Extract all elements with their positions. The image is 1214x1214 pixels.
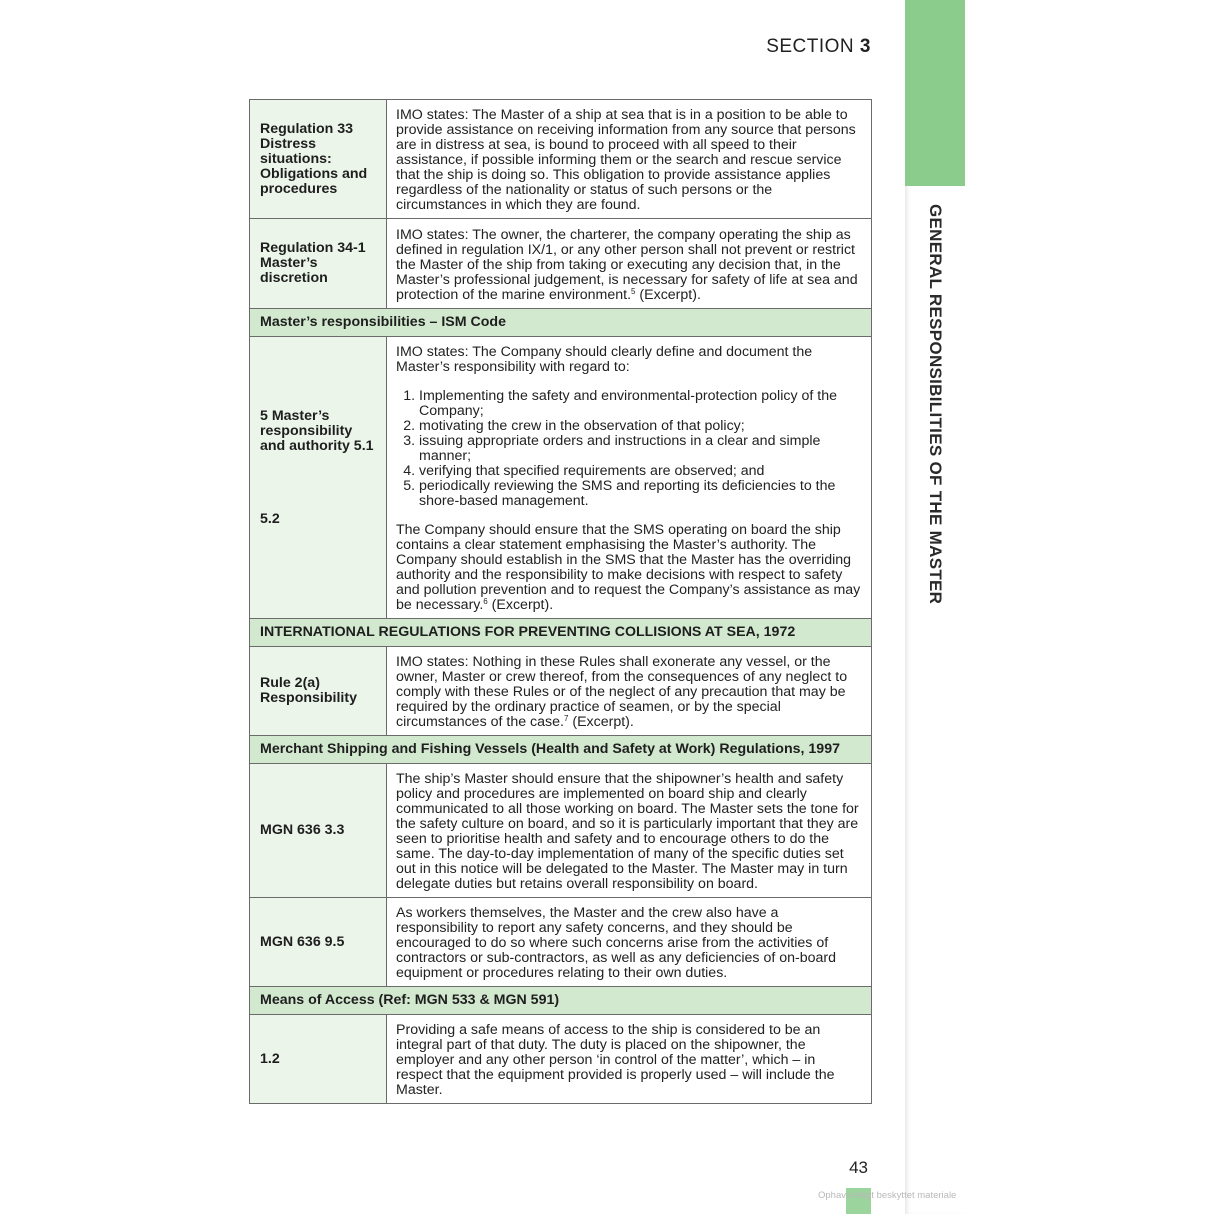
row-label: MGN 636 9.5 xyxy=(250,898,387,987)
ism-5-2-text: The Company should ensure that the SMS operating on board the ship contains a clear statement emphasising the Master’s authority. The Company should establish in the SMS that the Master has the overriding authority and the responsibility to make decisions with respect to safety and pollution prevention and to request the Company’s assistance as may be necessary.$^6$ (Excerpt). xyxy=(396,522,861,613)
row-text: IMO states: The owner, the charterer, the company operating the ship as defined in regulation IX/1, or any other person shall not prevent or restrict the Master of the ship from taking or executing any decision that, in the Master’s professional judgement, is necessary for safety of life at sea and protection of the marine environment.$^5$ (Excerpt). xyxy=(387,219,872,309)
section-band xyxy=(250,309,872,337)
row-text xyxy=(387,337,872,619)
band-title: INTERNATIONAL REGULATIONS FOR PREVENTING COLLISIONS AT SEA, 1972 xyxy=(250,619,872,647)
row-text: The ship’s Master should ensure that the shipowner’s health and safety policy and procedures are implemented on board ship and clearly communicated to all those working on board. The Master sets the tone for the safety culture on board, and so it is particularly important that they are seen to prioritise health and safety and to encourage others to do the same. The day-to-day implementation of many of the specific duties set out in this notice will be delegated to the Master. The Master may in turn delegate duties but retains overall responsibility on board. xyxy=(387,764,872,898)
ism-list xyxy=(396,389,863,509)
table-row xyxy=(250,1015,872,1104)
section-band xyxy=(250,736,872,764)
band-title: Merchant Shipping and Fishing Vessels (Health and Safety at Work) Regulations, 1997 xyxy=(250,736,872,764)
table-row xyxy=(250,337,872,619)
list-item: 2. motivating the crew in the observation of that policy; xyxy=(419,419,863,434)
section-number: 3 xyxy=(859,36,871,57)
row-label-secondary: 5.2 xyxy=(260,511,280,527)
row-label: Rule 2(a) Responsibility xyxy=(250,647,387,736)
row-text: As workers themselves, the Master and the crew also have a responsibility to report any safety concerns, and they should be encouraged to do so where such concerns arise from the activities of contractors or sub-contractors, as well as any deficiencies of on-board equipment or procedures relating to their own duties. xyxy=(387,898,872,987)
row-label: Regulation 34-1 Master’s discretion xyxy=(250,219,387,309)
footnote-ref[interactable]: 7 xyxy=(563,714,569,723)
table-row xyxy=(250,219,872,309)
sidebar-accent-bar xyxy=(905,0,965,186)
row-label: Regulation 33 Distress situations: Obligations and procedures xyxy=(250,100,387,219)
table-row xyxy=(250,764,872,898)
row-text: IMO states: The Master of a ship at sea that is in a position to be able to provide assistance on receiving information from any source that persons are in distress at sea, is bound to proceed with all speed to their assistance, if possible informing them or the search and rescue service that the ship is doing so. This obligation to provide assistance applies regardless of the nationality or status of such persons or the circumstances in which they are found. xyxy=(387,100,872,219)
row-label: MGN 636 3.3 xyxy=(250,764,387,898)
section-header xyxy=(700,36,871,58)
section-band xyxy=(250,619,872,647)
ism-intro: IMO states: The Company should clearly define and document the Master’s responsibility with regard to: xyxy=(396,344,813,375)
regulations-table xyxy=(249,99,872,1104)
section-band xyxy=(250,987,872,1015)
list-item: 4. verifying that specified requirements are observed; and xyxy=(419,464,863,479)
list-item: 5. periodically reviewing the SMS and reporting its deficiencies to the shore-based management. xyxy=(419,479,863,509)
row-text: IMO states: Nothing in these Rules shall exonerate any vessel, or the owner, Master or crew thereof, from the consequences of any neglect to comply with these Rules or of the neglect of any precaution that may be required by the ordinary practice of seamen, or by the special circumstances of the case.$^7$ (Excerpt). xyxy=(387,647,872,736)
row-label-primary: 5 Master’s responsibility and authority 5.1 xyxy=(260,408,374,454)
footnote-ref[interactable]: 5 xyxy=(631,286,636,296)
copyright-watermark: Ophavsretligt beskyttet materiale xyxy=(818,1190,957,1201)
list-item: 3. issuing appropriate orders and instructions in a clear and simple manner; xyxy=(419,434,863,464)
row-label xyxy=(250,337,387,619)
band-title: Master’s responsibilities – ISM Code xyxy=(250,309,872,337)
table-row xyxy=(250,898,872,987)
sidebar-chapter-title: GENERAL RESPONSIBILITIES OF THE MASTER xyxy=(926,204,945,605)
table-row xyxy=(250,100,872,219)
table-row xyxy=(250,647,872,736)
list-item: 1. Implementing the safety and environmental-protection policy of the Company; xyxy=(419,389,863,419)
band-title: Means of Access (Ref: MGN 533 & MGN 591) xyxy=(250,987,872,1015)
section-word: SECTION xyxy=(766,36,855,57)
page-number: 43 xyxy=(849,1158,868,1177)
row-text: Providing a safe means of access to the ship is considered to be an integral part of that duty. The duty is placed on the shipowner, the employer and any other person ‘in control of the matter’, which – in respect that the equipment provided is properly used – will include the Master. xyxy=(387,1015,872,1104)
row-label: 1.2 xyxy=(250,1015,387,1104)
footnote-ref[interactable]: 6 xyxy=(483,597,488,606)
